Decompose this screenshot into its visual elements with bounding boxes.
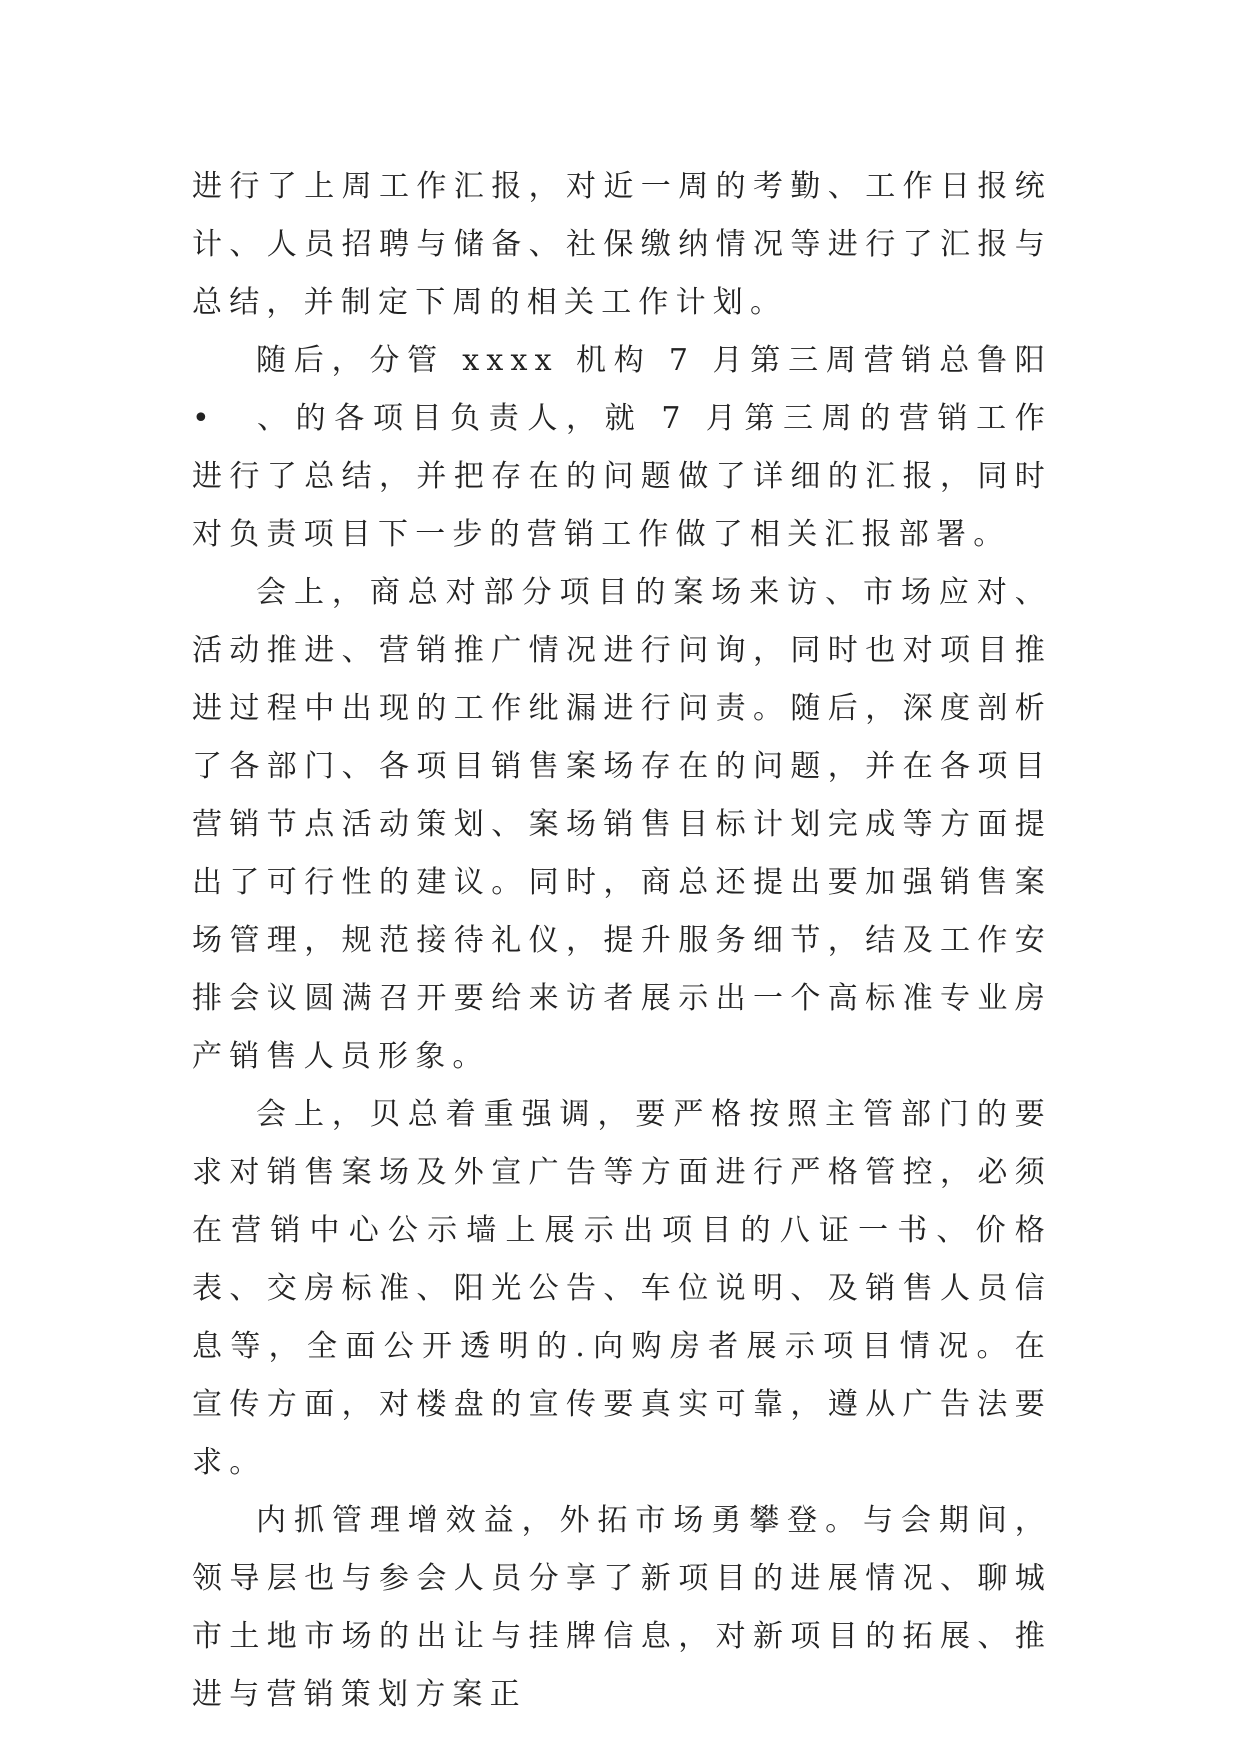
paragraph-marketing-summary: 随后，分管 xxxx 机构 7 月第三周营销总鲁阳• 、的各项目负责人，就 7 月第三周的营销工作进行了总结，并把存在的问题做了详细的汇报，同时对负责项目下一步的营销工作做了相关汇报部署。 (192, 343, 1052, 552)
document-body (192, 158, 1052, 1724)
paragraph-bei-remarks: 会上，贝总着重强调，要严格按照主管部门的要求对销售案场及外宣广告等方面进行严格管控，必须在营销中心公示墙上展示出项目的八证一书、价格表、交房标准、阳光公告、车位说明、及销售人员信息等，全面公开透明的.向购房者展示项目情况。在宣传方面，对楼盘的宣传要真实可靠，遵从广告法要求。 (192, 1097, 1052, 1480)
paragraph-continuation: 进行了上周工作汇报，对近一周的考勤、工作日报统计、人员招聘与储备、社保缴纳情况等进行了汇报与总结，并制定下周的相关工作计划。 (192, 169, 1052, 320)
paragraph-management: 内抓管理增效益，外拓市场勇攀登。与会期间，领导层也与参会人员分享了新项目的进展情况、聊城市土地市场的出让与挂牌信息，对新项目的拓展、推进与营销策划方案正 (192, 1503, 1052, 1712)
paragraph-shang-remarks: 会上，商总对部分项目的案场来访、市场应对、活动推进、营销推广情况进行问询，同时也对项目推进过程中出现的工作纰漏进行问责。随后，深度剖析了各部门、各项目销售案场存在的问题，并在各项目营销节点活动策划、案场销售目标计划完成等方面提出了可行性的建议。同时，商总还提出要加强销售案场管理，规范接待礼仪，提升服务细节，结及工作安排会议圆满召开要给来访者展示出一个高标准专业房产销售人员形象。 (192, 575, 1052, 1074)
